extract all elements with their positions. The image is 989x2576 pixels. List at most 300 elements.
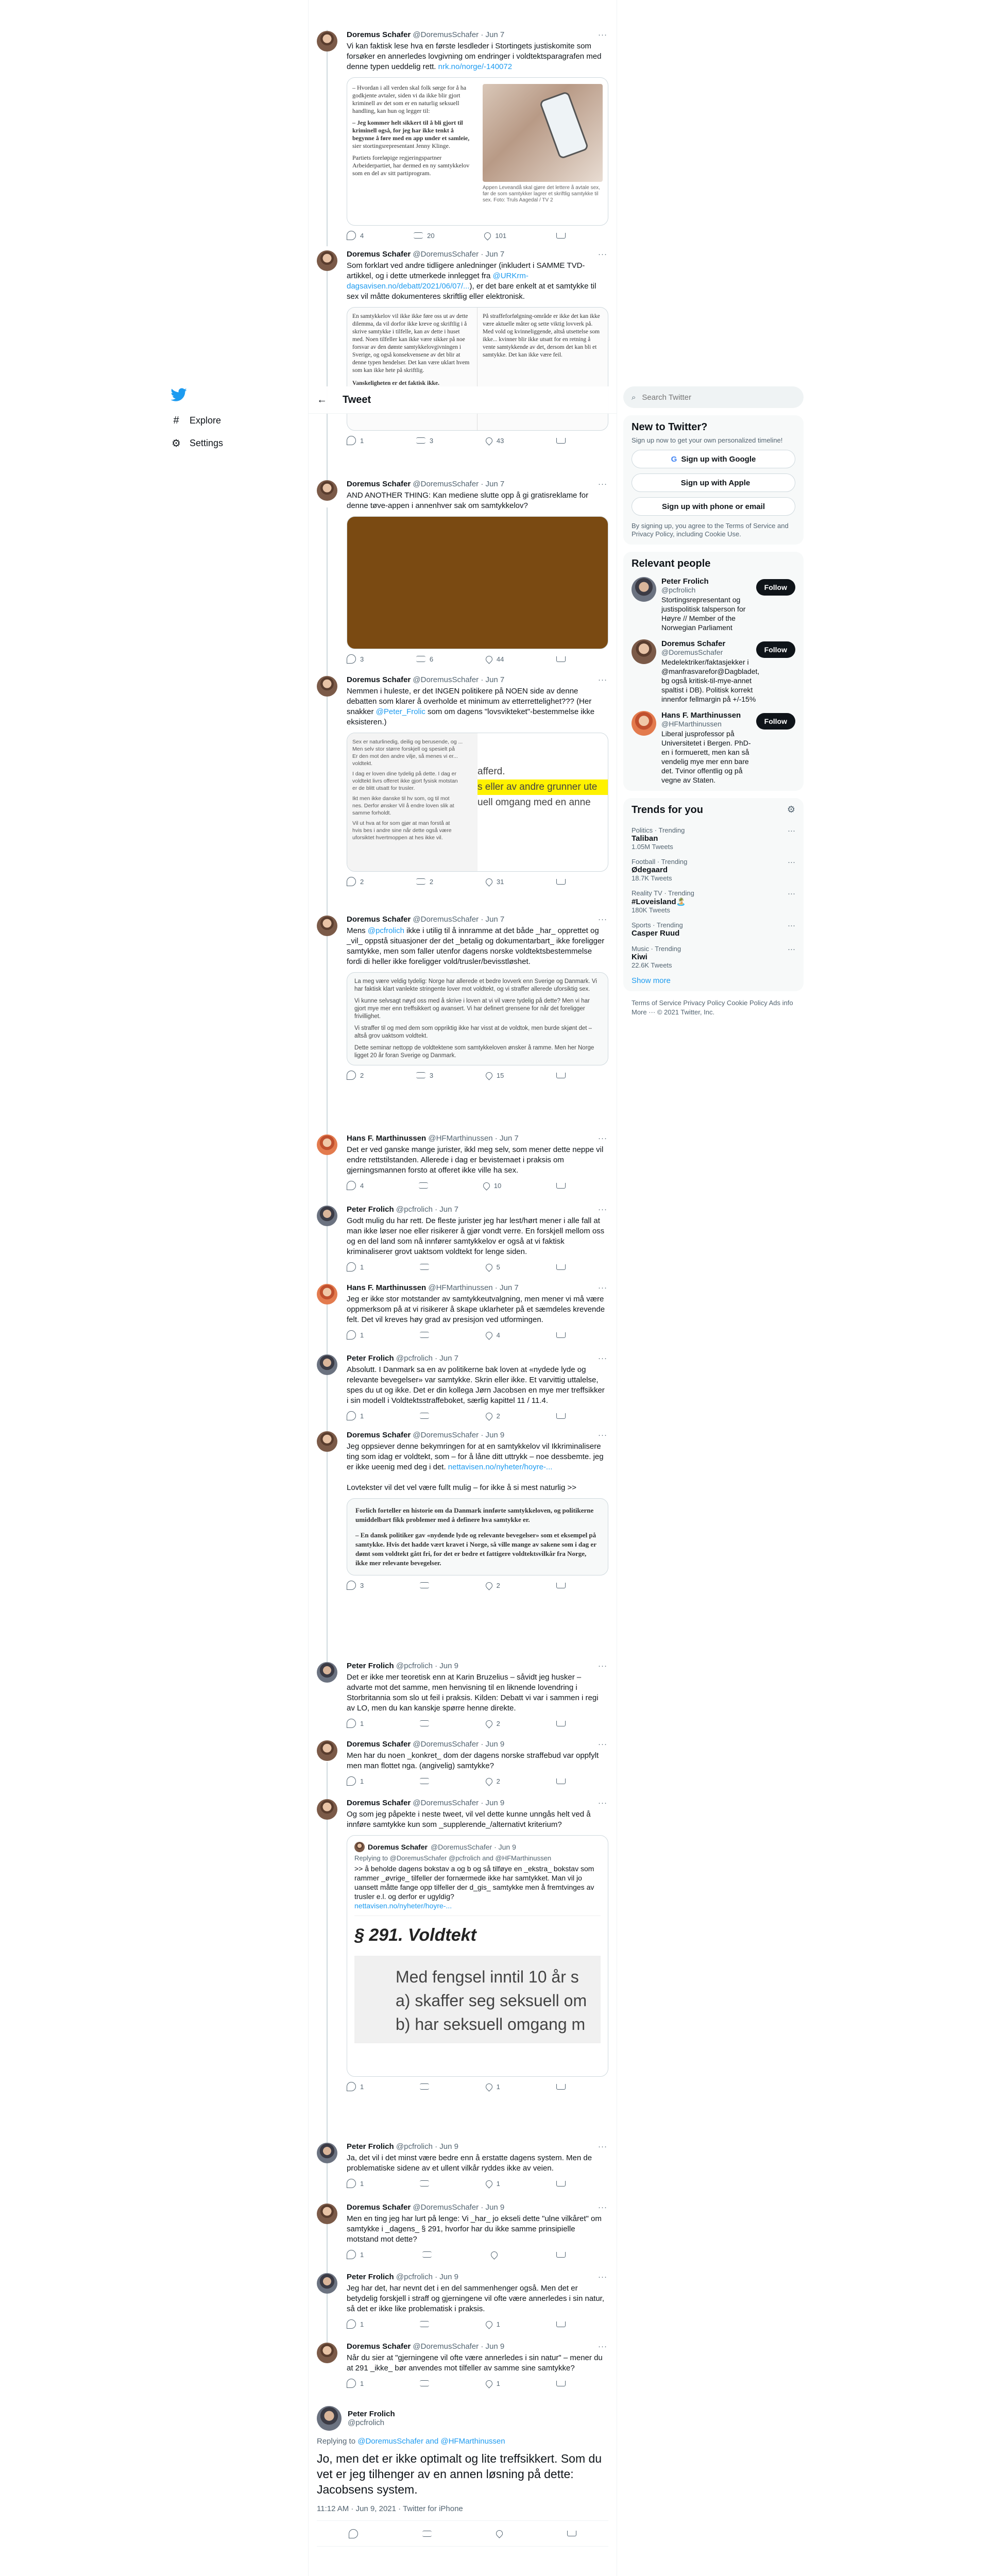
- tweet-header: [347, 1430, 608, 1440]
- quoted-replying-to: Replying to @DoremusSchafer @pcfrolich and @HFMarthinussen: [354, 1854, 552, 1862]
- author-handle[interactable]: @DoremusSchafer · Jun 9: [413, 2342, 505, 2351]
- search-icon: ⌕: [632, 393, 636, 402]
- share-button[interactable]: [556, 1330, 566, 1340]
- tweet-header: [347, 1283, 608, 1293]
- retweet-button[interactable]: [414, 231, 434, 240]
- more-icon[interactable]: ···: [598, 1283, 607, 1292]
- like-count: 1: [496, 2379, 500, 2387]
- share-button[interactable]: [556, 2250, 566, 2259]
- author-name[interactable]: Doremus Schafer: [347, 30, 411, 39]
- like-count: 2: [496, 1412, 500, 1420]
- share-icon: [556, 1073, 566, 1078]
- screenshot-line: nes. Derfor ønsker Vil å endre loven slik at: [352, 803, 454, 809]
- heart-icon: [484, 2082, 493, 2091]
- mention-link[interactable]: @pcfrolich: [367, 926, 404, 935]
- avatar[interactable]: [317, 1354, 337, 1375]
- author-name[interactable]: Doremus Schafer: [347, 2203, 411, 2212]
- tweet-link[interactable]: nrk.no/norge/-140072: [438, 62, 513, 71]
- share-icon: [556, 1583, 566, 1588]
- quoted-text-image[interactable]: [347, 972, 608, 1065]
- google-signup-button[interactable]: [632, 450, 795, 468]
- trend-count: 18.7K Tweets: [632, 874, 672, 882]
- phone-signup-label: Sign up with phone or email: [661, 502, 765, 511]
- reply-button[interactable]: [347, 436, 364, 445]
- avatar[interactable]: [317, 250, 337, 271]
- author-handle[interactable]: @pcfrolich · Jun 7: [396, 1354, 458, 1363]
- reply-icon: [347, 231, 356, 240]
- avatar[interactable]: [317, 1431, 337, 1452]
- author-name[interactable]: Peter Frolich: [347, 2142, 394, 2151]
- quoted-link[interactable]: nettavisen.no/nyheter/hoyre-...: [354, 1902, 452, 1910]
- avatar[interactable]: [317, 1134, 337, 1155]
- reply-icon: [347, 2179, 356, 2188]
- tweet-image[interactable]: [347, 733, 608, 872]
- author-name[interactable]: Doremus Schafer: [347, 250, 411, 259]
- focused-tweet-actions: [317, 2521, 608, 2547]
- nav-settings[interactable]: [170, 432, 247, 454]
- nav-settings-label: Settings: [190, 437, 224, 448]
- tweet[interactable]: [309, 2342, 617, 2388]
- more-icon[interactable]: ···: [788, 826, 795, 835]
- heart-icon: [483, 231, 492, 240]
- more-icon[interactable]: ···: [598, 1799, 607, 1807]
- trend-item[interactable]: [632, 826, 795, 851]
- author-handle[interactable]: @pcfrolich · Jun 9: [396, 2142, 458, 2151]
- trend-context: Reality TV · Trending: [632, 889, 694, 897]
- like-button[interactable]: [486, 436, 504, 445]
- like-button[interactable]: [486, 1262, 500, 1272]
- reply-count: 1: [360, 1412, 364, 1420]
- tweet-actions: [347, 2179, 566, 2188]
- retweet-button[interactable]: [419, 1181, 428, 1190]
- retweet-button[interactable]: [420, 1581, 429, 1590]
- tweet-text: [347, 261, 608, 302]
- like-button[interactable]: [486, 1719, 500, 1728]
- author-name[interactable]: Doremus Schafer: [347, 2342, 411, 2351]
- apple-signup-label: Sign up with Apple: [680, 478, 751, 487]
- retweet-button[interactable]: [420, 2179, 429, 2188]
- avatar[interactable]: [317, 2143, 337, 2163]
- like-count: 15: [496, 1071, 504, 1079]
- article-paragraph: – Hvordan i all verden skal folk sørge for å ha godkjente avtaler, siden vi da ikke blir gjort kriminell av det som er en naturlig seksuell handling, kan hun og legger til:: [352, 84, 467, 114]
- follow-button[interactable]: Follow: [756, 579, 795, 596]
- follow-button[interactable]: Follow: [756, 641, 795, 658]
- retweet-count: 6: [429, 655, 434, 663]
- avatar[interactable]: [317, 2406, 342, 2431]
- tweet-actions: [347, 1719, 566, 1728]
- reply-button[interactable]: [347, 1330, 364, 1340]
- person-handle: @pcfrolich: [661, 586, 696, 594]
- share-button[interactable]: [556, 1719, 566, 1728]
- tweet-header: [347, 2202, 608, 2213]
- retweet-button[interactable]: [420, 1262, 429, 1272]
- heart-icon: [484, 1330, 493, 1340]
- retweet-count: 3: [429, 1071, 434, 1079]
- retweet-count: 20: [427, 231, 435, 240]
- trend-name: #Loveisland🏝️: [632, 897, 686, 906]
- share-button[interactable]: [556, 231, 566, 240]
- share-icon: [556, 2321, 566, 2327]
- share-button[interactable]: [556, 1581, 566, 1590]
- quote-paragraph: Dette seminar nettopp de voldtektene som samtykkeloven ønsker å ramme. Men her Norge ligget 20 år foran Sverige og Danmark.: [354, 1045, 594, 1059]
- reply-count: 1: [360, 1263, 364, 1271]
- more-icon[interactable]: ···: [598, 1662, 607, 1670]
- heart-icon: [484, 1411, 493, 1420]
- trend-name: Taliban: [632, 834, 658, 843]
- avatar[interactable]: [317, 2273, 337, 2294]
- retweet-button[interactable]: [420, 2319, 429, 2329]
- like-button[interactable]: [484, 231, 506, 240]
- tweet[interactable]: [309, 1739, 617, 1786]
- article-paragraph: På straffeforfølgning-område er ikke det kan ikke være aktuelle måter og sette viktig lovverk på. Med vold og kvinneliggende, altså utsettelse som ikke... kvinner blir ikke utsatt for en retning å vente samtykkende av det, dersom det kan bli et samtykke. Det kan ikke være feil.: [483, 313, 600, 358]
- page-title: Tweet: [343, 394, 371, 405]
- reply-button[interactable]: [347, 1262, 364, 1272]
- tweet[interactable]: [309, 914, 617, 1080]
- author-name[interactable]: Doremus Schafer: [347, 1740, 411, 1749]
- article-text: [347, 78, 478, 225]
- retweet-button[interactable]: [416, 654, 433, 664]
- like-button[interactable]: [486, 2319, 500, 2329]
- trend-name: Kiwi: [632, 953, 647, 961]
- avatar[interactable]: [317, 1206, 337, 1226]
- reply-icon[interactable]: [349, 2529, 358, 2538]
- tweet-text-body: Nemmen i huleste, er det INGEN politikere på NOEN side av denne debatten som klarer å overholde et minimum av etterrettelighet??? (Her snakker: [347, 687, 592, 716]
- phone-email-signup-button[interactable]: [632, 497, 795, 516]
- tweet-header: [347, 479, 608, 489]
- footer-links[interactable]: Terms of Service Privacy Policy Cookie Policy Ads info More ··· © 2021 Twitter, Inc.: [632, 999, 793, 1016]
- tweet[interactable]: [309, 1430, 617, 1590]
- focused-tweet-text: Jo, men det er ikke optimalt og lite treffsikkert. Som du vet er jeg tilhenger av en annen løsning på dette: Jacobsens system.: [317, 2452, 602, 2496]
- trend-item[interactable]: [632, 889, 795, 914]
- apple-signup-button[interactable]: [632, 473, 795, 492]
- more-icon[interactable]: ···: [598, 2203, 607, 2212]
- more-icon[interactable]: ···: [788, 858, 795, 867]
- reply-count: 2: [360, 1071, 364, 1079]
- share-button[interactable]: [556, 436, 566, 445]
- author-handle[interactable]: @pcfrolich · Jun 9: [396, 2273, 458, 2281]
- avatar[interactable]: [317, 1284, 337, 1304]
- signup-subtitle: Sign up now to get your own personalized timeline!: [632, 436, 783, 444]
- nav-explore[interactable]: [170, 409, 247, 432]
- more-icon[interactable]: ···: [598, 2142, 607, 2151]
- replying-to-links[interactable]: @DoremusSchafer and @HFMarthinussen: [357, 2437, 505, 2446]
- more-icon[interactable]: ···: [598, 1431, 607, 1439]
- quoted-tweet[interactable]: [347, 1835, 608, 2077]
- article-photo-block: [478, 78, 608, 225]
- share-button[interactable]: [556, 1411, 566, 1420]
- search-input[interactable]: [642, 393, 776, 402]
- retweet-button[interactable]: [416, 877, 433, 886]
- more-icon[interactable]: ···: [598, 2273, 607, 2281]
- tweet[interactable]: [309, 479, 617, 664]
- author-name[interactable]: Peter Frolich: [347, 1205, 394, 1214]
- author-handle[interactable]: @DoremusSchafer · Jun 7: [413, 915, 505, 924]
- author-handle[interactable]: @pcfrolich · Jun 7: [396, 1205, 458, 1214]
- author-handle[interactable]: @DoremusSchafer · Jun 9: [413, 2203, 505, 2212]
- author-name[interactable]: Doremus Schafer: [347, 480, 411, 488]
- reply-button[interactable]: [347, 1181, 364, 1190]
- tweet-actions: [347, 2250, 566, 2259]
- share-button[interactable]: [556, 654, 566, 664]
- tweet-timestamp[interactable]: 11:12 AM · Jun 9, 2021 · Twitter for iPhone: [317, 2504, 608, 2521]
- show-more-link[interactable]: Show more: [632, 976, 671, 985]
- tweet[interactable]: [309, 30, 617, 240]
- avatar[interactable]: [317, 1662, 337, 1683]
- person-handle: @DoremusSchafer: [661, 648, 723, 656]
- tweet[interactable]: [309, 1798, 617, 2091]
- photo-caption: Appen Leveandå skal gjøre det lettere å avtale sex, før de som samtykker lagrer et skriftlig samtykke til sex. Foto: Truls Aagedal / TV 2: [483, 185, 600, 203]
- like-button[interactable]: [486, 654, 504, 664]
- person-name[interactable]: Peter Frolich: [661, 577, 709, 586]
- author-handle[interactable]: @DoremusSchafer · Jun 9: [413, 1799, 505, 1807]
- tweet[interactable]: [309, 675, 617, 886]
- tweet-header: [347, 675, 608, 685]
- reply-button[interactable]: [347, 654, 364, 664]
- retweet-icon: [420, 1582, 429, 1588]
- tweet-text-body: Mens: [347, 926, 366, 935]
- author-name[interactable]: Peter Frolich: [347, 1662, 394, 1670]
- tweet[interactable]: [309, 2202, 617, 2259]
- like-button[interactable]: [486, 1071, 504, 1080]
- like-button[interactable]: [486, 1411, 500, 1420]
- law-lines: [354, 1956, 601, 2043]
- tweet[interactable]: [309, 1661, 617, 1728]
- avatar[interactable]: [632, 711, 656, 736]
- follow-button[interactable]: Follow: [756, 713, 795, 730]
- tweet-text: AND ANOTHER THING: Kan mediene slutte opp å gi gratisreklame for denne tøve-appen i annenhver sak om samtykkelov?: [347, 491, 589, 510]
- avatar[interactable]: [317, 1740, 337, 1761]
- tweet-actions: [347, 1181, 566, 1190]
- tweet-header: [347, 2142, 608, 2152]
- author-handle[interactable]: @DoremusSchafer · Jun 7: [413, 675, 505, 684]
- tweet[interactable]: [309, 1205, 617, 1272]
- more-icon[interactable]: ···: [598, 1134, 607, 1143]
- person-card[interactable]: [632, 711, 795, 785]
- share-button[interactable]: [556, 1181, 566, 1190]
- signup-panel: [623, 415, 804, 545]
- author-name[interactable]: Doremus Schafer: [347, 675, 411, 684]
- reply-button[interactable]: [347, 2250, 364, 2259]
- tweet-text: Men en ting jeg har lurt på lenge: Vi _har_ jo ekseli dette "ulne vilkåret" om samtykke i _dagens_ § 291, hvorfor har du ikke samme prinsipielle motstand mot dette?: [347, 2214, 602, 2244]
- tweet-link[interactable]: nettavisen.no/nyheter/hoyre-...: [448, 1463, 553, 1471]
- avatar[interactable]: [317, 2204, 337, 2224]
- share-icon: [556, 1332, 566, 1338]
- reply-button[interactable]: [347, 2379, 364, 2388]
- retweet-button[interactable]: [420, 2379, 429, 2388]
- tweet-header: [347, 2342, 608, 2352]
- author-name[interactable]: Hans F. Marthinussen: [347, 1134, 427, 1143]
- more-icon[interactable]: ···: [598, 2342, 607, 2351]
- tweet[interactable]: [309, 1133, 617, 1190]
- share-icon[interactable]: [567, 2531, 576, 2536]
- reply-button[interactable]: [347, 1581, 364, 1590]
- reply-button[interactable]: [347, 2319, 364, 2329]
- trend-count: 22.6K Tweets: [632, 961, 672, 969]
- avatar[interactable]: [317, 2343, 337, 2363]
- trend-item[interactable]: [632, 945, 795, 969]
- author-handle[interactable]: @pcfrolich: [348, 2418, 385, 2427]
- relevant-people-title: Relevant people: [632, 558, 711, 569]
- retweet-button[interactable]: [420, 2082, 429, 2091]
- article-paragraph: Partiets foreløpige regjeringspartner Arbeiderpartiet, har dermed en ny samtykkelov som en del av sitt partiprogram.: [352, 154, 470, 177]
- share-button[interactable]: [556, 1262, 566, 1272]
- person-bio: Stortingsrepresentant og justispolitisk talsperson for Høyre // Member of the Norwegian Parliament: [661, 596, 746, 632]
- person-card[interactable]: [632, 577, 795, 632]
- like-button[interactable]: [486, 2379, 500, 2388]
- tweet[interactable]: [309, 2142, 617, 2188]
- screenshot-line: uforsiktet hvertmoppen at hes ikke vil.: [352, 835, 443, 841]
- author-handle[interactable]: @HFMarthinussen · Jun 7: [428, 1283, 519, 1292]
- article-screenshot[interactable]: [347, 77, 608, 226]
- person-name[interactable]: Hans F. Marthinussen: [661, 711, 741, 720]
- author-handle[interactable]: @DoremusSchafer · Jun 7: [413, 250, 505, 259]
- more-icon[interactable]: ···: [598, 30, 607, 39]
- author-handle[interactable]: @DoremusSchafer · Jun 9: [413, 1431, 505, 1439]
- reply-button[interactable]: [347, 1411, 364, 1420]
- more-icon[interactable]: ···: [598, 250, 607, 259]
- author-name[interactable]: Doremus Schafer: [347, 915, 411, 924]
- more-icon[interactable]: ···: [788, 921, 795, 930]
- share-button[interactable]: [556, 877, 566, 886]
- reply-icon: [347, 1181, 356, 1190]
- more-icon[interactable]: ···: [598, 1740, 607, 1749]
- like-button[interactable]: [486, 1776, 500, 1786]
- trend-item[interactable]: [632, 858, 795, 882]
- search-box[interactable]: [623, 386, 804, 408]
- like-button[interactable]: [486, 1330, 500, 1340]
- reply-button[interactable]: [347, 1776, 364, 1786]
- author-handle[interactable]: @HFMarthinussen · Jun 7: [428, 1134, 519, 1143]
- retweet-button[interactable]: [420, 1411, 429, 1420]
- gear-icon[interactable]: ⚙: [787, 804, 795, 815]
- share-button[interactable]: [556, 1071, 566, 1080]
- screenshot-line: samme forholdt.: [352, 810, 391, 816]
- author-name[interactable]: Doremus Schafer: [347, 1431, 411, 1439]
- share-button[interactable]: [556, 2179, 566, 2188]
- tweet[interactable]: [309, 1353, 617, 1420]
- author-name[interactable]: Doremus Schafer: [347, 1799, 411, 1807]
- article-paragraph: sier stortingsrepresentant Jenny Klinge.: [352, 142, 450, 149]
- avatar[interactable]: [317, 916, 337, 936]
- more-icon[interactable]: ···: [598, 480, 607, 488]
- reply-button[interactable]: [347, 877, 364, 886]
- quoted-author-handle: @DoremusSchafer · Jun 9: [430, 1843, 516, 1851]
- heart-icon[interactable]: [494, 2529, 504, 2538]
- author-name[interactable]: Peter Frolich: [347, 2273, 394, 2281]
- quoted-author-name: Doremus Schafer: [368, 1843, 428, 1851]
- tweet-image[interactable]: [347, 516, 608, 649]
- tweet[interactable]: [309, 2272, 617, 2329]
- author-name[interactable]: Peter Frolich: [348, 2410, 395, 2418]
- reply-button[interactable]: [347, 2082, 364, 2091]
- retweet-button[interactable]: [416, 1071, 433, 1080]
- more-icon[interactable]: ···: [788, 945, 795, 954]
- more-icon[interactable]: ···: [598, 915, 607, 924]
- heart-icon: [484, 436, 493, 445]
- reply-count: 1: [360, 2250, 364, 2259]
- replying-to-label: Replying to: [317, 2437, 356, 2446]
- trend-item[interactable]: [632, 921, 795, 938]
- tweet-link[interactable]: @URKrm-dagsavisen.no/debatt/2021/06/07/...: [347, 272, 528, 291]
- reply-count: 1: [360, 2320, 364, 2328]
- avatar[interactable]: [632, 577, 656, 602]
- reply-icon: [347, 1071, 356, 1080]
- avatar[interactable]: [632, 639, 656, 664]
- tweet-text-body: Vi kan faktisk lese hva en første lesdleder i Stortingets justiskomite som forsøker en annerledes lovgivning om endringer i voldtektsparagrafen med denne typen ueddelig rett.: [347, 42, 602, 71]
- tweet-header: [347, 2272, 608, 2282]
- retweet-button[interactable]: [420, 1776, 429, 1786]
- more-icon[interactable]: ···: [598, 675, 607, 684]
- article-quote: – Jeg kommer helt sikkert til å bli gjort til kriminell også, for jeg har ikke tenkt å begynne å føre med en app under et samleie,: [352, 119, 470, 142]
- tweet-text-body: som om dagens "lovsvikteket"-bestemmelse ikke eksisteren.): [347, 707, 595, 726]
- author-name[interactable]: Hans F. Marthinussen: [347, 1283, 427, 1292]
- share-button[interactable]: [556, 2319, 566, 2329]
- like-button[interactable]: [486, 1581, 500, 1590]
- author-handle[interactable]: @DoremusSchafer · Jun 9: [413, 1740, 505, 1749]
- retweet-button[interactable]: [422, 2250, 432, 2259]
- reply-button[interactable]: [347, 231, 364, 240]
- retweet-icon: [420, 2180, 429, 2187]
- like-button[interactable]: [483, 1181, 501, 1190]
- more-icon[interactable]: ···: [598, 1205, 607, 1214]
- like-button[interactable]: [486, 877, 504, 886]
- reply-button[interactable]: [347, 1719, 364, 1728]
- avatar[interactable]: [317, 676, 337, 697]
- share-button[interactable]: [556, 1776, 566, 1786]
- highlighted-line: s eller av andre grunner ute: [478, 779, 608, 795]
- like-button[interactable]: [486, 2082, 500, 2091]
- reply-icon: [347, 877, 356, 886]
- mention-link[interactable]: @Peter_Frolic: [376, 707, 425, 716]
- quote-paragraph: Vi kunne selvsagt nøyd oss med å skrive i loven at vi vil være tydelig på dette? Men vi har gjort mye mer enn treffsikkert og avansert. Vi har definert grensene for når det foreligger frivillighet.: [354, 998, 590, 1020]
- author-handle[interactable]: @DoremusSchafer · Jun 7: [413, 30, 505, 39]
- like-button[interactable]: [491, 2250, 498, 2259]
- avatar[interactable]: [317, 31, 337, 52]
- tweet-text: Men har du noen _konkret_ dom der dagens norske straffebud var oppfylt men man flottet nga. (angivelig) samtykke?: [347, 1751, 599, 1770]
- avatar[interactable]: [317, 1799, 337, 1820]
- person-name[interactable]: Doremus Schafer: [661, 639, 726, 648]
- reply-button[interactable]: [347, 1071, 364, 1080]
- avatar: [354, 1842, 365, 1852]
- like-button[interactable]: [486, 2179, 500, 2188]
- share-button[interactable]: [556, 2379, 566, 2388]
- more-icon[interactable]: ···: [598, 1354, 607, 1363]
- author-handle[interactable]: @pcfrolich · Jun 9: [396, 1662, 458, 1670]
- like-count: 2: [496, 1581, 500, 1589]
- reply-button[interactable]: [347, 2179, 364, 2188]
- person-card[interactable]: [632, 639, 795, 704]
- tweet[interactable]: [309, 1283, 617, 1340]
- avatar[interactable]: [317, 480, 337, 501]
- back-arrow-icon[interactable]: ←: [317, 394, 327, 405]
- author-handle[interactable]: @DoremusSchafer · Jun 7: [413, 480, 505, 488]
- retweet-button[interactable]: [420, 1330, 429, 1340]
- retweet-icon[interactable]: [422, 2531, 432, 2537]
- twitter-logo-icon[interactable]: [170, 386, 187, 404]
- trend-name: Casper Ruud: [632, 929, 680, 938]
- reply-count: 1: [360, 1719, 364, 1727]
- author-name[interactable]: Peter Frolich: [347, 1354, 394, 1363]
- tweet-text-body: Lovtekster vil det vel være fullt mulig – for ikke å si mest naturlig >>: [347, 1483, 577, 1492]
- retweet-button[interactable]: [420, 1719, 429, 1728]
- screenshot-line: Sex er naturlinedig, deilig og berusende, og ...: [352, 739, 463, 745]
- tweet[interactable]: [309, 249, 617, 445]
- more-icon[interactable]: ···: [788, 889, 795, 898]
- quoted-article-image[interactable]: [347, 1498, 608, 1575]
- share-button[interactable]: [556, 2082, 566, 2091]
- retweet-icon: [416, 656, 425, 662]
- retweet-button[interactable]: [416, 436, 433, 445]
